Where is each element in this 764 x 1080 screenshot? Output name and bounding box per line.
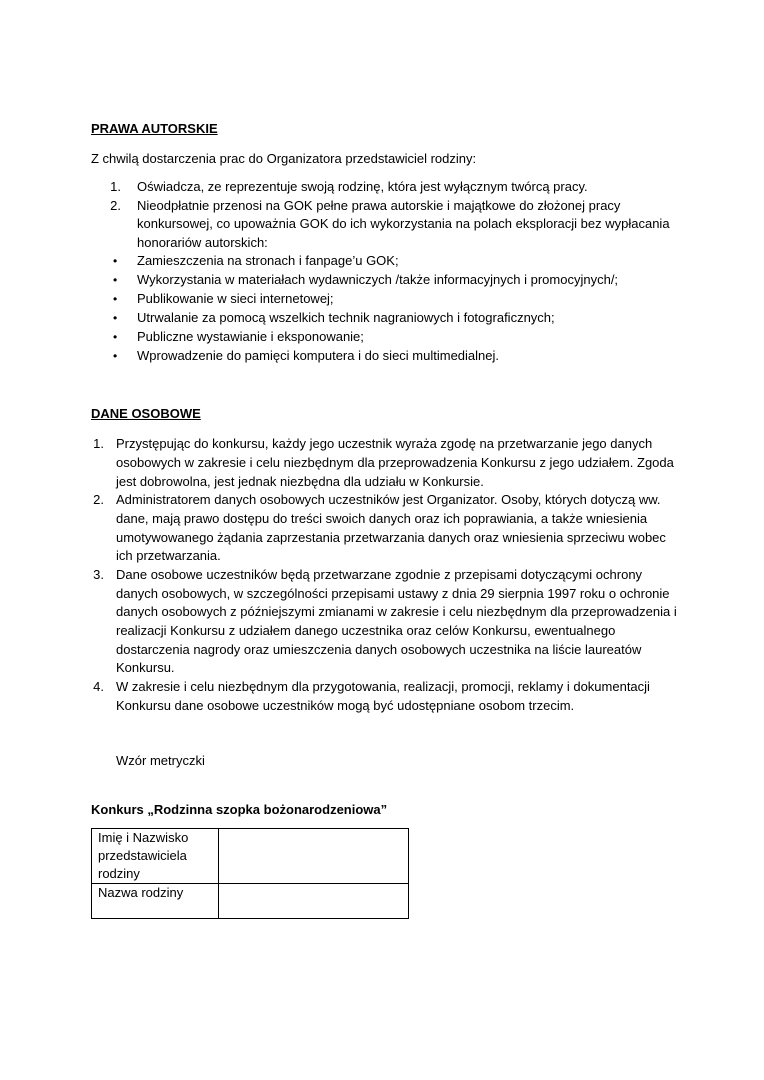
table-row bbox=[92, 884, 409, 919]
table-row bbox=[92, 829, 409, 884]
bullet-text: Publiczne wystawianie i eksponowanie; bbox=[137, 329, 364, 344]
copyright-intro: Z chwilą dostarczenia prac do Organizatora przedstawiciel rodziny: bbox=[91, 151, 477, 166]
list-item-number: 1. bbox=[110, 179, 121, 194]
bullet-dot: • bbox=[113, 292, 118, 306]
bullet-dot: • bbox=[113, 349, 118, 363]
bullet-text: Zamieszczenia na stronach i fanpage’u GOK; bbox=[137, 253, 399, 268]
list-item-line: W zakresie i celu niezbędnym dla przygotowania, realizacji, promocji, reklamy i dokumentacji bbox=[116, 679, 650, 694]
form-label-line: Imię i Nazwisko bbox=[98, 830, 189, 845]
list-item-line: Oświadcza, ze reprezentuje swoją rodzinę, która jest wyłącznym twórcą pracy. bbox=[137, 179, 588, 194]
personal-data-heading: DANE OSOBOWE bbox=[91, 406, 201, 421]
template-label: Wzór metryczki bbox=[116, 753, 205, 768]
bullet-text: Publikowanie w sieci internetowej; bbox=[137, 291, 334, 306]
form-label-line: przedstawiciela bbox=[98, 848, 187, 863]
bullet-dot: • bbox=[113, 330, 118, 344]
bullet-dot: • bbox=[113, 254, 118, 268]
bullet-dot: • bbox=[113, 273, 118, 287]
list-item-line: dostarczenia nagrody oraz umieszczenia danych osobowych uczestnika na liście laureatów bbox=[116, 642, 642, 657]
list-item-number: 1. bbox=[93, 436, 104, 451]
list-item-line: Konkursu. bbox=[116, 660, 175, 675]
list-item-line: Przystępując do konkursu, każdy jego uczestnik wyraża zgodę na przetwarzanie jego danych bbox=[116, 436, 653, 451]
list-item-line: honorariów autorskich: bbox=[137, 235, 268, 250]
metryczka-form-table bbox=[91, 828, 409, 919]
form-label-line: Nazwa rodziny bbox=[98, 885, 184, 900]
representative-name-field[interactable] bbox=[219, 829, 409, 884]
list-item-line: dane, mają prawo dostępu do treści swoich danych oraz ich poprawiania, a także wniesienia bbox=[116, 511, 648, 526]
list-item-number: 3. bbox=[93, 567, 104, 582]
contest-title: Konkurs „Rodzinna szopka bożonarodzeniowa” bbox=[91, 802, 388, 817]
bullet-dot: • bbox=[113, 311, 118, 325]
form-label-cell bbox=[92, 884, 219, 919]
bullet-text: Utrwalanie za pomocą wszelkich technik nagraniowych i fotograficznych; bbox=[137, 310, 555, 325]
list-item-number: 4. bbox=[93, 679, 104, 694]
list-item-number: 2. bbox=[93, 492, 104, 507]
family-name-field[interactable] bbox=[219, 884, 409, 919]
list-item-line: umotywowanego żądania zaprzestania przetwarzania danych oraz wniesienia sprzeciwu wobec bbox=[116, 530, 666, 545]
form-label-cell bbox=[92, 829, 219, 884]
list-item-line: Administratorem danych osobowych uczestników jest Organizator. Osoby, których dotyczą ww. bbox=[116, 492, 661, 507]
list-item-line: danych osobowych z późniejszymi zmianami w zakresie i celu niezbędnym dla przeprowadzenia i bbox=[116, 604, 677, 619]
list-item-line: konkursowej, co upoważnia GOK do ich wykorzystania na polach eksploracji bez wypłacania bbox=[137, 216, 670, 231]
list-item-line: jest dobrowolna, jest jednak niezbędna dla udziału w Konkursie. bbox=[116, 474, 484, 489]
list-item-line: Dane osobowe uczestników będą przetwarzane zgodnie z przepisami dotyczącymi ochrony bbox=[116, 567, 643, 582]
bullet-text: Wykorzystania w materiałach wydawniczych /także informacyjnych i promocyjnych/; bbox=[137, 272, 619, 287]
form-label-line: rodziny bbox=[98, 866, 140, 881]
list-item-line: Nieodpłatnie przenosi na GOK pełne prawa autorskie i majątkowe do złożonej pracy bbox=[137, 198, 621, 213]
bullet-text: Wprowadzenie do pamięci komputera i do sieci multimedialnej. bbox=[137, 348, 500, 363]
list-item-line: danych osobowych, w szczególności przepisami ustawy z dnia 29 sierpnia 1997 roku o ochronie bbox=[116, 586, 670, 601]
copyright-heading: PRAWA AUTORSKIE bbox=[91, 121, 218, 136]
list-item-line: ich przetwarzania. bbox=[116, 548, 221, 563]
list-item-line: osobowych w zakresie i celu niezbędnym dla przeprowadzenia Konkursu z jego udziałem. Zgoda bbox=[116, 455, 674, 470]
list-item-line: Konkursu dane osobowe uczestników mogą być udostępniane osobom trzecim. bbox=[116, 698, 575, 713]
list-item-line: realizacji Konkursu z udziałem danego uczestnika oraz celów Konkursu, ewentualnego bbox=[116, 623, 616, 638]
list-item-number: 2. bbox=[110, 198, 121, 213]
